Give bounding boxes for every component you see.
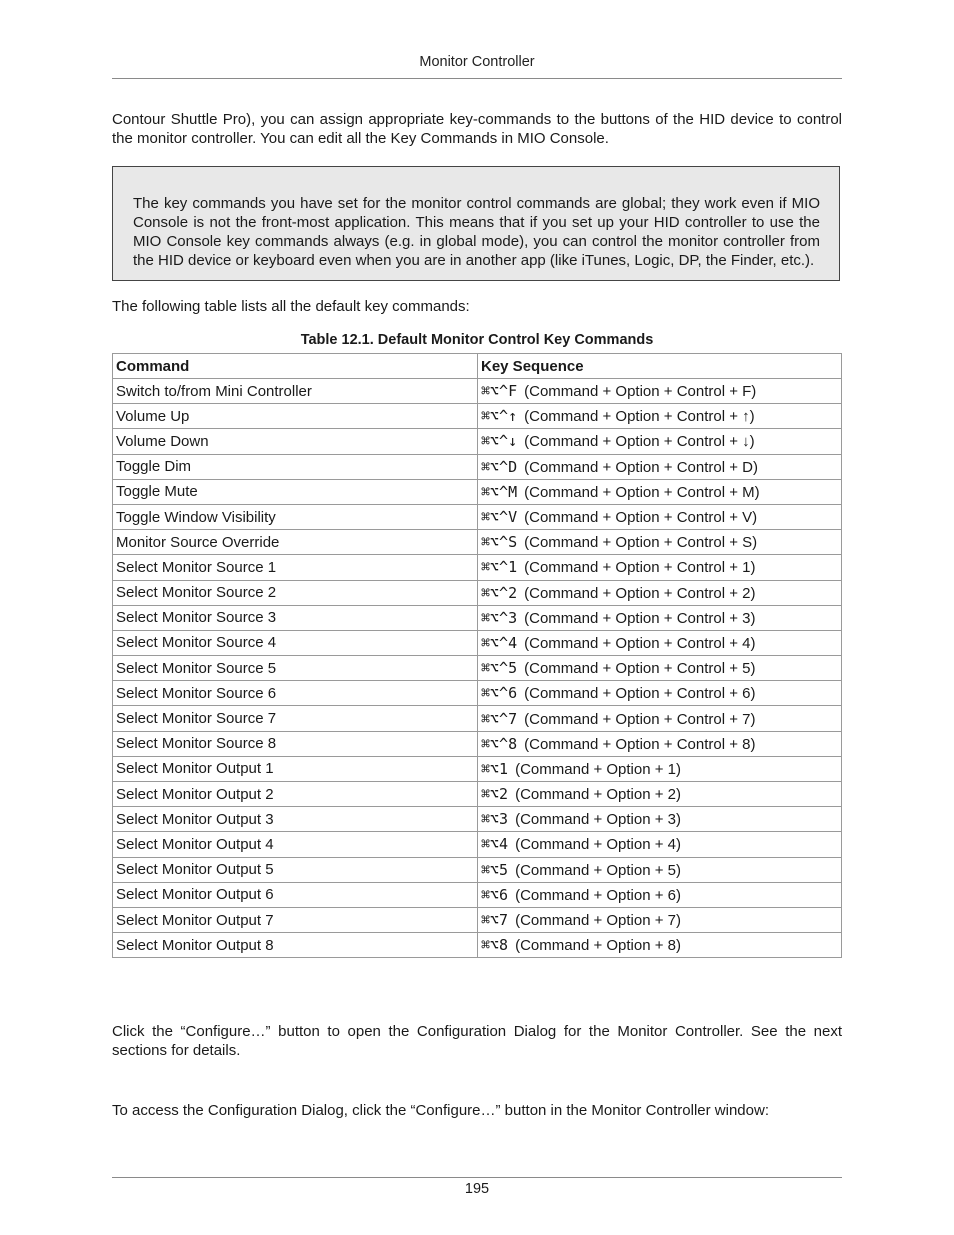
key-sequence-cell — [478, 479, 842, 504]
command-cell: Select Monitor Source 2 — [113, 580, 478, 605]
table-row — [113, 404, 842, 429]
command-cell: Toggle Dim — [113, 454, 478, 479]
key-glyphs: ⌘⌥7 — [481, 911, 509, 930]
key-glyphs: ⌘⌥^F — [481, 382, 518, 401]
key-description: (Command + Option + Control + ↑) — [524, 408, 755, 426]
key-description: (Command + Option + Control + 3) — [524, 609, 756, 627]
key-description: (Command + Option + Control + 6) — [524, 685, 756, 703]
command-cell: Toggle Mute — [113, 479, 478, 504]
key-description: (Command + Option + Control + F) — [524, 383, 757, 401]
table-row — [113, 832, 842, 857]
key-glyphs: ⌘⌥5 — [481, 860, 509, 879]
table-row — [113, 479, 842, 504]
key-sequence-cell — [478, 857, 842, 882]
key-description: (Command + Option + 2) — [515, 786, 682, 804]
key-sequence-cell — [478, 605, 842, 630]
table-row — [113, 454, 842, 479]
key-description: (Command + Option + Control + 2) — [524, 584, 756, 602]
key-sequence-cell — [478, 454, 842, 479]
key-description: (Command + Option + Control + 7) — [524, 710, 756, 728]
key-sequence-cell — [478, 882, 842, 907]
table-row — [113, 656, 842, 681]
key-sequence-cell — [478, 681, 842, 706]
key-glyphs: ⌘⌥1 — [481, 759, 509, 778]
key-sequence-cell — [478, 731, 842, 756]
table-row — [113, 555, 842, 580]
key-description: (Command + Option + Control + V) — [524, 509, 758, 527]
key-sequence-cell — [478, 404, 842, 429]
table-row — [113, 379, 842, 404]
access-paragraph: To access the Configuration Dialog, click the “Configure…” button in the Monitor Controller window: — [112, 1102, 769, 1119]
key-description: (Command + Option + Control + 1) — [524, 559, 756, 577]
command-cell: Select Monitor Source 5 — [113, 656, 478, 681]
command-cell: Select Monitor Source 1 — [113, 555, 478, 580]
intro-paragraph: Contour Shuttle Pro), you can assign appropriate key-commands to the buttons of the HID device to control the monitor controller. You can edit all the Key Commands in MIO Console. — [112, 111, 842, 147]
command-cell: Select Monitor Output 8 — [113, 933, 478, 958]
command-cell: Select Monitor Output 2 — [113, 782, 478, 807]
table-row — [113, 882, 842, 907]
key-sequence-cell — [478, 504, 842, 529]
command-cell: Volume Up — [113, 404, 478, 429]
key-glyphs: ⌘⌥^3 — [481, 608, 518, 627]
key-glyphs: ⌘⌥^↓ — [481, 432, 518, 451]
command-cell: Switch to/from Mini Controller — [113, 379, 478, 404]
command-cell: Select Monitor Source 7 — [113, 706, 478, 731]
header-rule — [112, 78, 842, 79]
key-sequence-cell — [478, 379, 842, 404]
key-description: (Command + Option + Control + ↓) — [524, 433, 755, 451]
table-row — [113, 933, 842, 958]
after-table-paragraph: Click the “Configure…” button to open the Configuration Dialog for the Monitor Controller. See the next sections for details. — [112, 1023, 842, 1059]
key-sequence-cell — [478, 630, 842, 655]
table-row — [113, 706, 842, 731]
command-cell: Select Monitor Output 3 — [113, 807, 478, 832]
page-header-title: Monitor Controller — [419, 54, 535, 70]
key-glyphs: ⌘⌥3 — [481, 810, 509, 829]
key-glyphs: ⌘⌥6 — [481, 885, 509, 904]
key-description: (Command + Option + Control + M) — [524, 483, 760, 501]
key-commands-table — [112, 353, 842, 958]
key-glyphs: ⌘⌥2 — [481, 785, 509, 804]
key-description: (Command + Option + 4) — [515, 836, 682, 854]
key-description: (Command + Option + 7) — [515, 912, 682, 930]
key-description: (Command + Option + Control + 5) — [524, 660, 756, 678]
key-sequence-cell — [478, 530, 842, 555]
key-description: (Command + Option + 3) — [515, 811, 682, 829]
table-row — [113, 530, 842, 555]
key-glyphs: ⌘⌥^V — [481, 508, 518, 527]
command-cell: Select Monitor Source 6 — [113, 681, 478, 706]
table-row — [113, 630, 842, 655]
table-row — [113, 907, 842, 932]
key-glyphs: ⌘⌥^8 — [481, 734, 518, 753]
table-row — [113, 731, 842, 756]
table-intro-paragraph: The following table lists all the default key commands: — [112, 298, 470, 315]
table-row — [113, 807, 842, 832]
table-row — [113, 605, 842, 630]
key-sequence-cell — [478, 807, 842, 832]
table-row — [113, 504, 842, 529]
key-description: (Command + Option + 6) — [515, 886, 682, 904]
key-sequence-cell — [478, 756, 842, 781]
table-row — [113, 756, 842, 781]
table-row — [113, 857, 842, 882]
table-row — [113, 681, 842, 706]
footer-rule — [112, 1177, 842, 1178]
key-glyphs: ⌘⌥^↑ — [481, 407, 518, 426]
command-cell: Select Monitor Output 7 — [113, 907, 478, 932]
table-row — [113, 782, 842, 807]
command-cell: Select Monitor Source 8 — [113, 731, 478, 756]
key-description: (Command + Option + Control + D) — [524, 458, 758, 476]
key-glyphs: ⌘⌥^7 — [481, 709, 518, 728]
table-caption: Table 12.1. Default Monitor Control Key Commands — [300, 332, 654, 348]
note-text: The key commands you have set for the monitor control commands are global; they work even if MIO Console is not the front-most application. This means that if you set up your HID controller to use the MIO Console key commands always (e.g. in global mode), you can control the monitor controller from the HID device or keyboard even when you are in another app (like iTunes, Logic, DP, the Finder, etc.). — [133, 195, 820, 269]
key-description: (Command + Option + 8) — [515, 937, 682, 955]
key-description: (Command + Option + 5) — [515, 861, 682, 879]
note-box — [112, 166, 840, 281]
command-cell: Select Monitor Source 3 — [113, 605, 478, 630]
command-cell: Select Monitor Source 4 — [113, 630, 478, 655]
command-cell: Volume Down — [113, 429, 478, 454]
key-sequence-cell — [478, 706, 842, 731]
key-sequence-cell — [478, 429, 842, 454]
command-cell: Monitor Source Override — [113, 530, 478, 555]
command-cell: Toggle Window Visibility — [113, 504, 478, 529]
command-cell: Select Monitor Output 5 — [113, 857, 478, 882]
table-row — [113, 429, 842, 454]
key-glyphs: ⌘⌥^6 — [481, 684, 518, 703]
page-number: 195 — [464, 1181, 490, 1197]
table-row — [113, 580, 842, 605]
key-glyphs: ⌘⌥^M — [481, 482, 518, 501]
key-description: (Command + Option + 1) — [515, 760, 682, 778]
command-cell: Select Monitor Output 1 — [113, 756, 478, 781]
key-glyphs: ⌘⌥^2 — [481, 583, 518, 602]
key-sequence-cell — [478, 782, 842, 807]
key-glyphs: ⌘⌥8 — [481, 936, 509, 955]
key-description: (Command + Option + Control + 4) — [524, 634, 756, 652]
key-sequence-cell — [478, 832, 842, 857]
key-description: (Command + Option + Control + 8) — [524, 735, 756, 753]
command-cell: Select Monitor Output 4 — [113, 832, 478, 857]
key-sequence-cell — [478, 656, 842, 681]
key-sequence-cell — [478, 555, 842, 580]
key-sequence-cell — [478, 580, 842, 605]
key-description: (Command + Option + Control + S) — [524, 534, 758, 552]
column-header-command: Command — [113, 354, 478, 379]
key-sequence-cell — [478, 907, 842, 932]
key-glyphs: ⌘⌥^1 — [481, 558, 518, 577]
column-header-key-sequence: Key Sequence — [478, 354, 842, 379]
key-sequence-cell — [478, 933, 842, 958]
command-cell: Select Monitor Output 6 — [113, 882, 478, 907]
table-header-row — [113, 354, 842, 379]
key-glyphs: ⌘⌥^D — [481, 457, 518, 476]
key-glyphs: ⌘⌥^S — [481, 533, 518, 552]
key-glyphs: ⌘⌥4 — [481, 835, 509, 854]
key-glyphs: ⌘⌥^5 — [481, 659, 518, 678]
key-glyphs: ⌘⌥^4 — [481, 633, 518, 652]
